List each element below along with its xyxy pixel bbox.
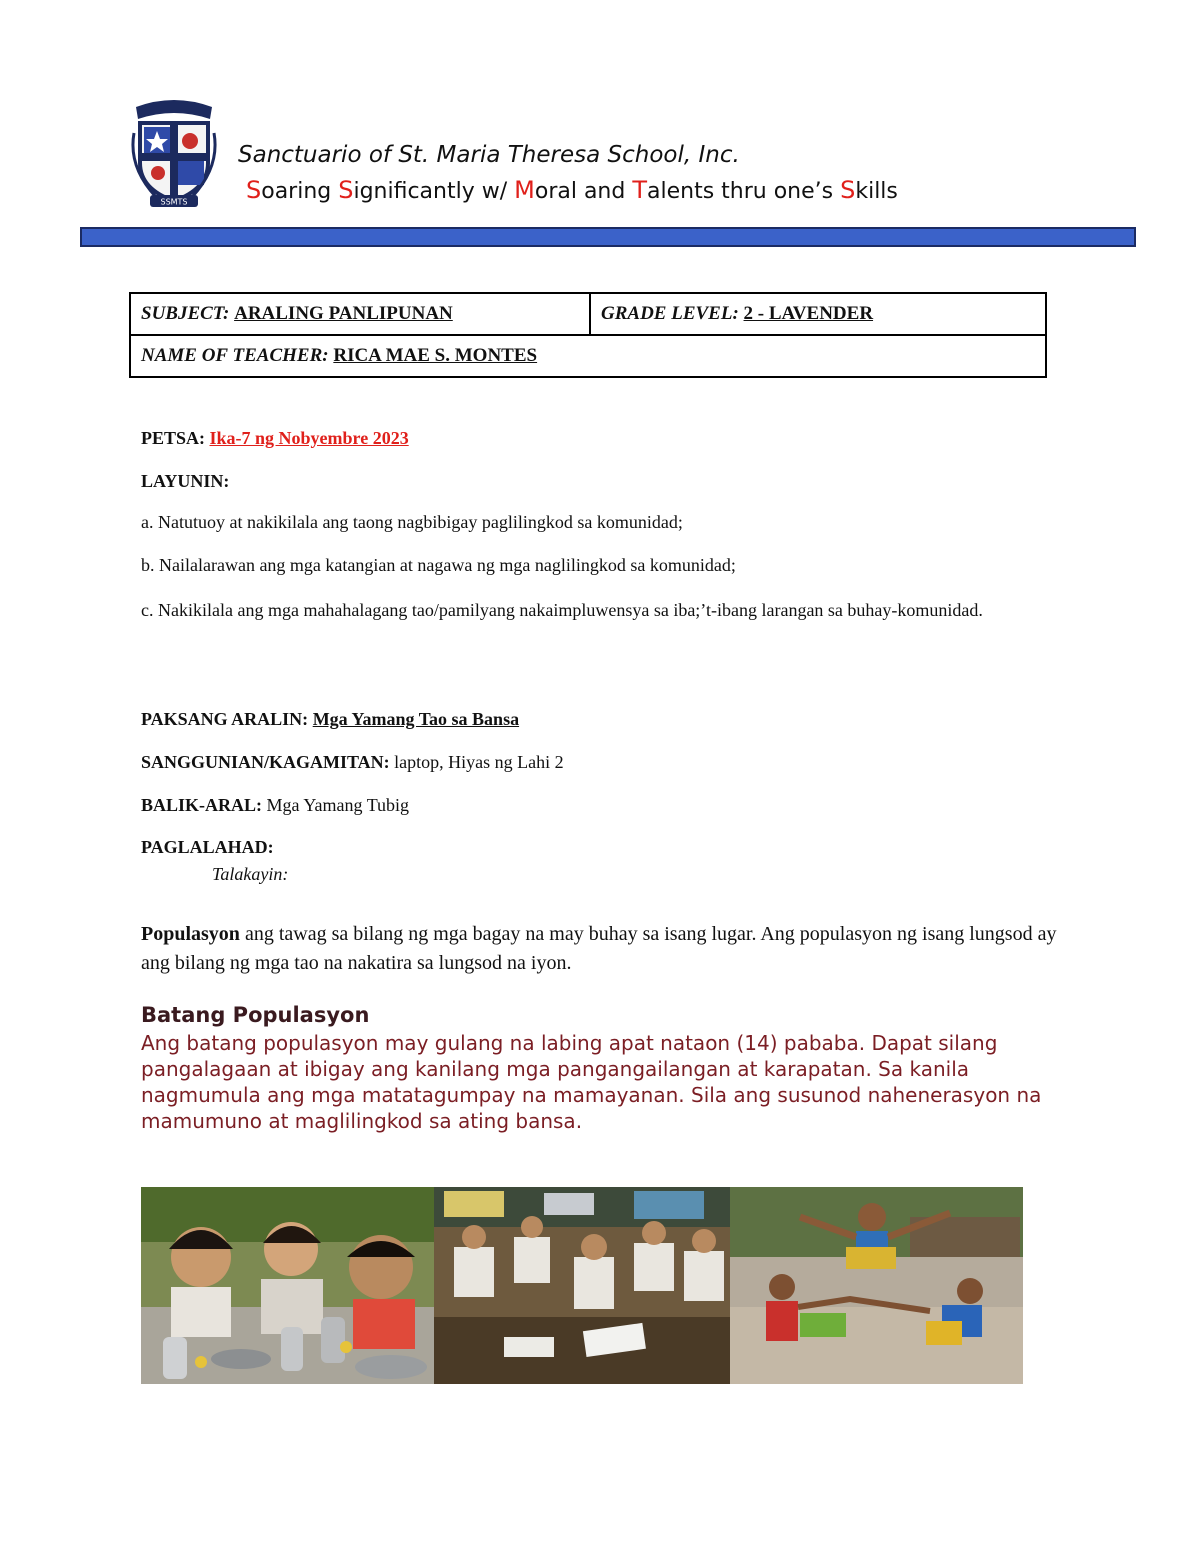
talakayin-label: Talakayin: — [212, 864, 289, 884]
balik-aral-value: Mga Yamang Tubig — [266, 795, 410, 815]
photo-classroom — [434, 1187, 730, 1384]
motto-cap-3: M — [514, 176, 535, 204]
sanggunian-label: SANGGUNIAN/KAGAMITAN: — [141, 752, 390, 772]
motto-cap-2: S — [338, 176, 354, 204]
paksa-line — [141, 709, 519, 730]
layunin-label: LAYUNIN: — [141, 471, 230, 491]
subject-value: ARALING PANLIPUNAN — [234, 303, 453, 324]
batang-populasyon-heading: Batang Populasyon — [141, 1003, 370, 1027]
teacher-value: RICA MAE S. MONTES — [333, 345, 538, 366]
school-logo — [126, 97, 222, 209]
subject-label: SUBJECT: — [141, 303, 230, 324]
motto-rest-4: alents thru one’s — [647, 179, 841, 204]
grade-label: GRADE LEVEL: — [601, 303, 739, 324]
table-row — [130, 293, 1046, 335]
school-motto — [246, 176, 898, 204]
paksa-label: PAKSANG ARALIN: — [141, 709, 309, 729]
populasyon-term: Populasyon — [141, 923, 240, 945]
balik-aral-label: BALIK-ARAL: — [141, 795, 263, 815]
motto-cap-1: S — [246, 176, 262, 204]
photo-children-playing — [730, 1187, 1023, 1384]
motto-rest-5: kills — [855, 179, 898, 204]
paksa-value: Mga Yamang Tao sa Bansa — [312, 709, 520, 729]
petsa-value: Ika-7 ng Nobyembre 2023 — [209, 428, 409, 448]
teacher-cell — [130, 335, 1046, 377]
sanggunian-value: laptop, Hiyas ng Lahi 2 — [394, 752, 564, 772]
populasyon-definition: ang tawag sa bilang ng mga bagay na may buhay sa isang lugar. Ang populasyon ng isang lungsod ay ang bilang ng mga tao na nakatira sa lungsod na iyon. — [141, 923, 1057, 974]
batang-populasyon-body: Ang batang populasyon may gulang na labing apat nataon (14) pababa. Dapat silang pangalagaan at ibigay ang kanilang mga pangangailangan at karapatan. Sa kanila nagmumula ang mga matatagumpay na mamayanan. Sila ang susunod nahenerasyon na mamumuno at maglilingkod sa ating bansa. — [141, 1031, 1042, 1133]
objective-a: a. Natutuoy at nakikilala ang taong nagbibigay paglilingkod sa komunidad; — [141, 512, 683, 532]
objective-b: b. Nailalarawan ang mga katangian at nagawa ng mga naglilingkod sa komunidad; — [141, 555, 736, 575]
motto-rest-2: ignificantly w/ — [353, 179, 515, 204]
motto-rest-3: oral and — [534, 179, 633, 204]
photo-children-eating — [141, 1187, 434, 1384]
logo-seal-text: SSMTS — [160, 197, 188, 207]
paglalahad-label: PAGLALAHAD: — [141, 837, 274, 857]
grade-value: 2 - LAVENDER — [743, 303, 874, 324]
balik-aral-line — [141, 795, 409, 816]
header-divider-bar — [80, 227, 1136, 247]
petsa-label: PETSA: — [141, 428, 206, 448]
motto-rest-1: oaring — [261, 179, 339, 204]
lesson-info-table — [129, 292, 1047, 378]
populasyon-paragraph — [141, 920, 1081, 978]
motto-cap-4: T — [632, 176, 648, 204]
grade-cell — [590, 293, 1046, 335]
motto-cap-5: S — [840, 176, 856, 204]
table-row — [130, 335, 1046, 377]
subject-cell — [130, 293, 590, 335]
school-name: Sanctuario of St. Maria Theresa School, Inc. — [238, 142, 740, 168]
objective-c: c. Nakikilala ang mga mahahalagang tao/pamilyang nakaimpluwensya sa iba;’t-ibang larangan sa buhay-komunidad. — [141, 600, 983, 620]
sanggunian-line — [141, 752, 564, 773]
teacher-label: NAME OF TEACHER: — [141, 345, 329, 366]
petsa-line — [141, 428, 409, 449]
